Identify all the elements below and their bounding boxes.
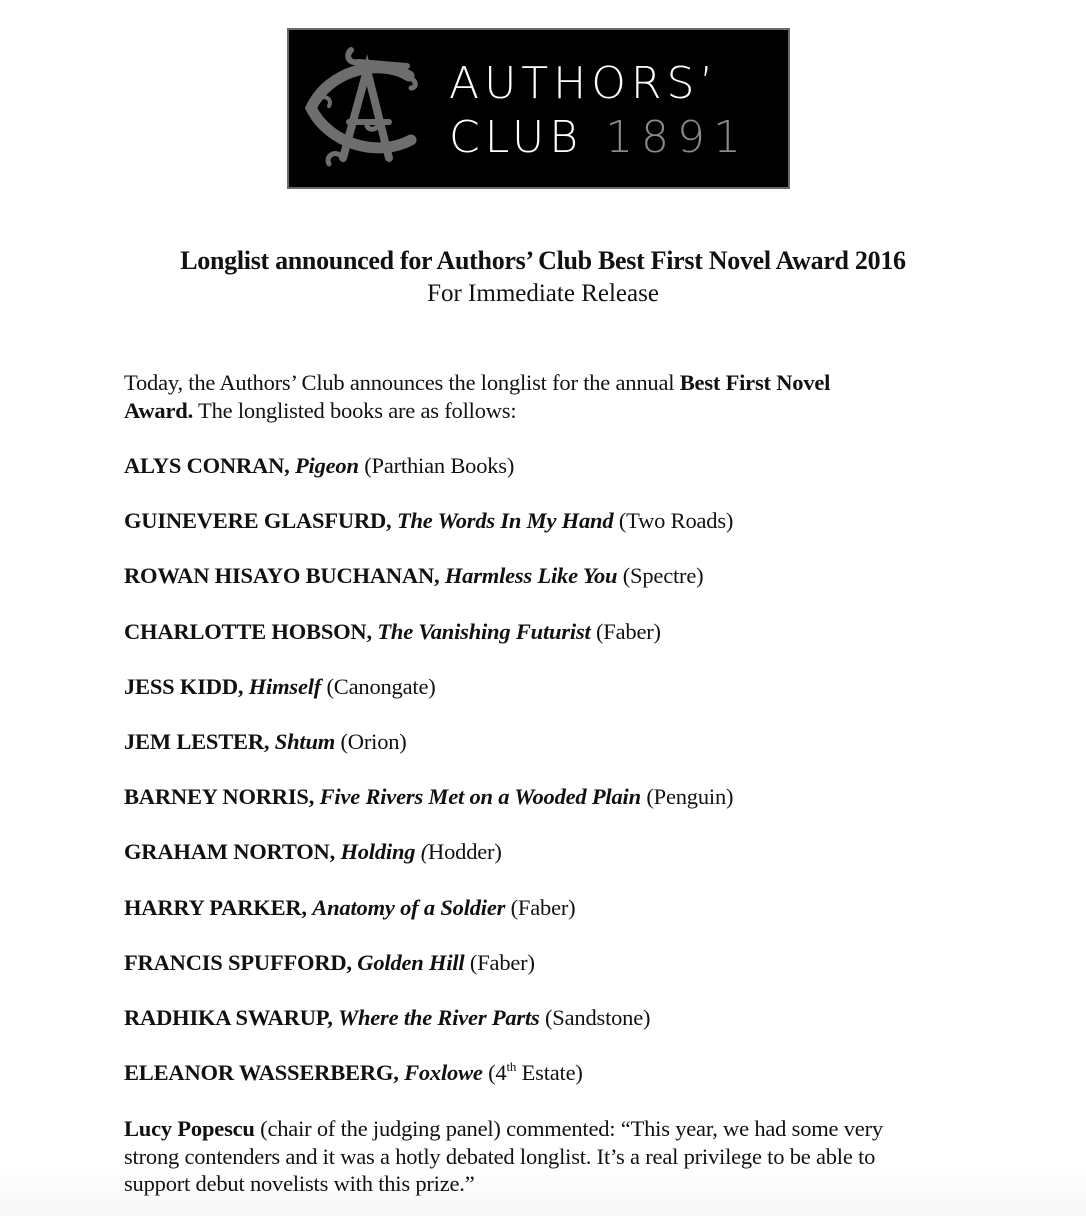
publisher: (Canongate): [326, 674, 436, 699]
logo-wordmark-line2: [449, 112, 750, 163]
book-title: The Words In My Hand: [396, 508, 614, 533]
book-title: Himself: [248, 674, 322, 699]
book-title: Golden Hill: [357, 950, 465, 975]
list-item: [124, 452, 514, 479]
publisher: (Parthian Books): [364, 453, 515, 478]
author-name: RADHIKA SWARUP,: [124, 1005, 333, 1030]
publisher: (Sandstone): [545, 1005, 651, 1030]
logo-club: CLUB: [449, 112, 584, 163]
author-name: ROWAN HISAYO BUCHANAN,: [124, 563, 440, 588]
book-title: The Vanishing Futurist: [377, 619, 591, 644]
list-item: [124, 1059, 583, 1086]
list-item: [124, 673, 436, 700]
author-name: JESS KIDD,: [124, 674, 244, 699]
author-name: CHARLOTTE HOBSON,: [124, 619, 372, 644]
book-title: Harmless Like You: [444, 563, 618, 588]
quote-line-1: (chair of the judging panel) commented: “This year, we had some very: [254, 1116, 883, 1141]
publisher: (Spectre): [622, 563, 704, 588]
intro-text: Today, the Authors’ Club announces the longlist for the annual: [124, 370, 680, 395]
author-name: GRAHAM NORTON,: [124, 839, 335, 864]
quote-line-3: support debut novelists with this prize.”: [124, 1171, 475, 1196]
publisher: (Two Roads): [618, 508, 734, 533]
author-name: GUINEVERE GLASFURD,: [124, 508, 392, 533]
book-title: Foxlowe: [404, 1060, 483, 1085]
list-item: [124, 618, 661, 645]
author-name: HARRY PARKER,: [124, 895, 307, 920]
list-item: [124, 507, 733, 534]
intro-award-name: Best First Novel: [679, 370, 831, 395]
authors-club-logo: [287, 28, 790, 189]
logo-wordmark-line1: AUTHORS’: [449, 58, 719, 109]
quote-line-2: strong contenders and it was a hotly debated longlist. It’s a real privilege to be able to: [124, 1143, 876, 1169]
author-name: FRANCIS SPUFFORD,: [124, 950, 352, 975]
author-name: BARNEY NORRIS,: [124, 784, 315, 809]
book-title: Five Rivers Met on a Wooded Plain: [319, 784, 641, 809]
publisher-open-paren: (: [420, 839, 429, 864]
list-item: [124, 894, 575, 921]
list-item: [124, 1004, 650, 1031]
book-title: Shtum: [274, 729, 336, 754]
list-item: [124, 562, 703, 589]
book-title: Pigeon: [295, 453, 359, 478]
publisher: (Faber): [469, 950, 535, 975]
logo-year: 1891: [605, 112, 750, 163]
list-item: [124, 728, 407, 755]
book-title: Anatomy of a Soldier: [312, 895, 506, 920]
chair-name: Lucy Popescu: [124, 1116, 255, 1141]
intro-award-word: Award.: [124, 397, 194, 423]
publisher: (Faber): [510, 895, 576, 920]
author-name: JEM LESTER,: [124, 729, 270, 754]
intro-paragraph: [124, 369, 830, 424]
book-title: Holding: [340, 839, 416, 864]
book-title: Where the River Parts: [338, 1005, 540, 1030]
intro-text-2: The longlisted books are as follows:: [193, 397, 517, 423]
publisher: (Orion): [340, 729, 407, 754]
publisher: (Penguin): [646, 784, 734, 809]
chair-quote-paragraph: [124, 1115, 883, 1198]
list-item: [124, 783, 733, 810]
publisher: (Faber): [596, 619, 661, 644]
author-name: ALYS CONRAN,: [124, 453, 290, 478]
publisher-superscript: th: [506, 1059, 517, 1074]
publisher: Hodder): [428, 839, 502, 864]
page-subtitle: For Immediate Release: [427, 280, 659, 307]
publisher: Estate): [516, 1060, 583, 1085]
page-title: Longlist announced for Authors’ Club Best First Novel Award 2016: [180, 246, 906, 275]
author-name: ELEANOR WASSERBERG,: [124, 1060, 399, 1085]
list-item: [124, 949, 535, 976]
publisher-prefix: (4: [488, 1060, 507, 1085]
list-item: [124, 838, 502, 865]
